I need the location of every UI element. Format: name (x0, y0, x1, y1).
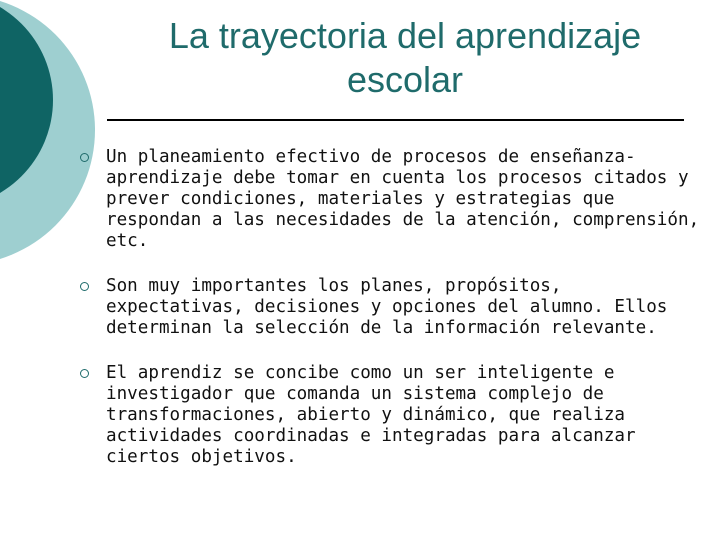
bullet-item (80, 147, 705, 252)
bullet-circle-icon (80, 153, 89, 162)
bullet-circle-icon (80, 369, 89, 378)
bullet-text: Un planeamiento efectivo de procesos de enseñanza-aprendizaje debe tomar en cuenta los procesos citados y prever condiciones, materiales y estrategias que respondan a las necesidades de la atención, comprensión, etc. (106, 147, 700, 251)
slide-title: La trayectoria del aprendizaje escolar (168, 15, 642, 100)
bullet-text: Son muy importantes los planes, propósitos, expectativas, decisiones y opciones del alumno. Ellos determinan la selección de la información relevante. (106, 276, 668, 338)
bullet-item (80, 276, 705, 339)
bullet-text: El aprendiz se concibe como un ser inteligente e investigador que comanda un sistema complejo de transformaciones, abierto y dinámico, que realiza actividades coordinadas e integradas para alcanzar ciertos objetivos. (106, 363, 636, 467)
title-divider (107, 119, 684, 121)
bullet-item (80, 363, 705, 468)
bullet-circle-icon (80, 282, 89, 291)
bullet-list (80, 147, 705, 492)
